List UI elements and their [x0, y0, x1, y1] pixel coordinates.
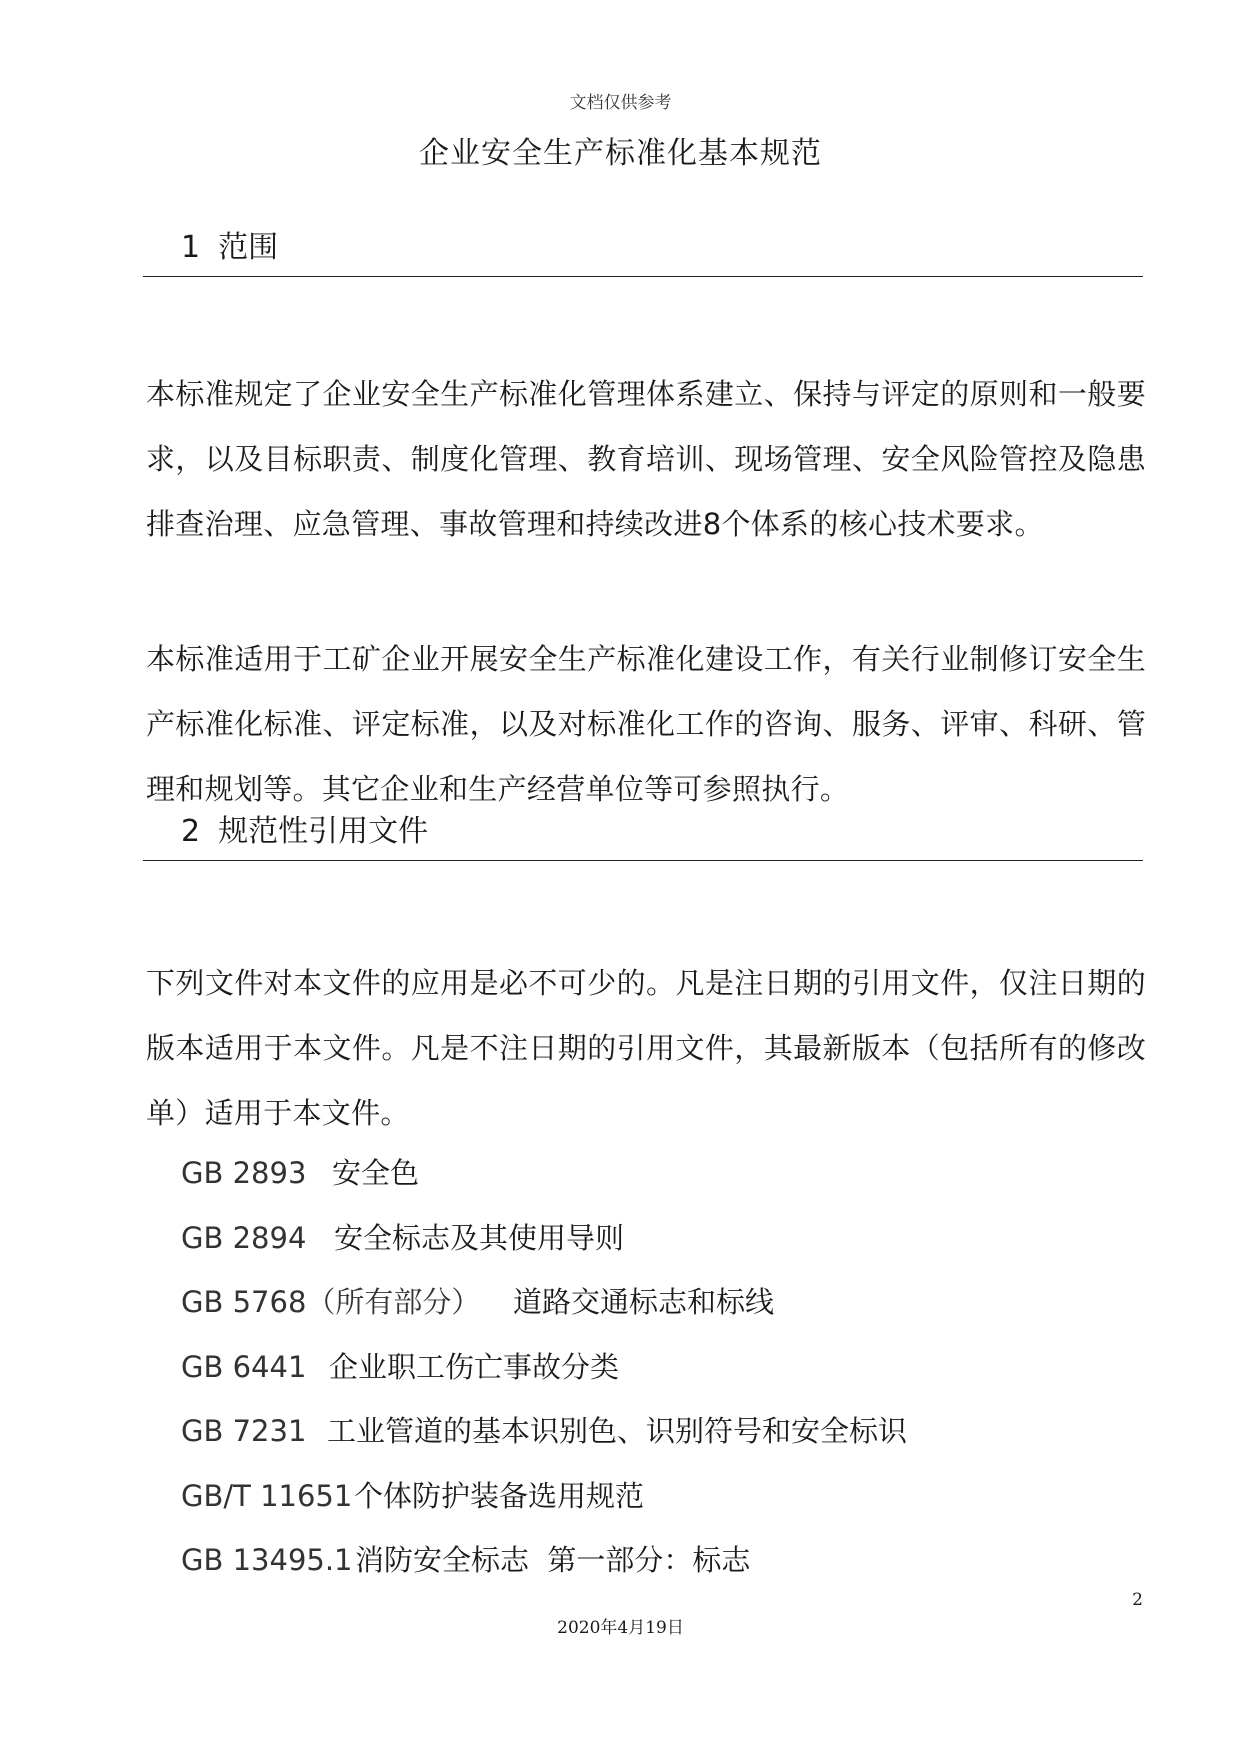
reference-item [181, 1335, 907, 1400]
reference-code: GB/T 11651 [181, 1478, 353, 1513]
document-title: 企业安全生产标准化基本规范 [419, 136, 822, 171]
reference-title: 安全色 [332, 1156, 420, 1190]
section-2-paragraph-1: 下列文件对本文件的应用是必不可少的。凡是注日期的引用文件，仅注日期的版本适用于本文件。凡是不注日期的引用文件，其最新版本（包括所有的修改单）适用于本文件。 [146, 966, 1146, 1130]
reference-code: GB 13495.1 [181, 1543, 353, 1577]
reference-title: 工业管道的基本识别色、识别符号和安全标识 [327, 1414, 908, 1448]
reference-item [181, 1141, 907, 1206]
section-title: 规范性引用文件 [218, 814, 429, 849]
reference-item [181, 1464, 907, 1529]
reference-title: 企业职工伤亡事故分类 [329, 1349, 620, 1384]
section-number: 1 [181, 230, 201, 265]
footer-date: 2020年4月19日 [557, 1618, 684, 1638]
reference-title: 安全标志及其使用导则 [334, 1220, 625, 1255]
page-number: 2 [1132, 1590, 1143, 1610]
section-2-heading [143, 806, 1143, 861]
section-1-heading [143, 222, 1143, 277]
reference-code: GB 2893 [181, 1156, 307, 1190]
reference-title: 个体防护装备选用规范 [354, 1478, 645, 1513]
reference-code: GB 7231 [181, 1414, 307, 1448]
section-1-paragraph-1: 本标准规定了企业安全生产标准化管理体系建立、保持与评定的原则和一般要求，以及目标职责、制度化管理、教育培训、现场管理、安全风险管控及隐患排查治理、应急管理、事故管理和持续改进8个体系的核心技术要求。 [146, 377, 1146, 541]
reference-code: GB 5768（所有部分） [181, 1285, 481, 1319]
section-1-paragraph-2: 本标准适用于工矿企业开展安全生产标准化建设工作，有关行业制修订安全生产标准化标准、评定标准，以及对标准化工作的咨询、服务、评审、科研、管理和规划等。其它企业和生产经营单位等可参照执行。 [146, 642, 1146, 806]
section-title: 范围 [218, 230, 279, 265]
reference-title: 消防安全标志 第一部分：标志 [355, 1543, 751, 1577]
reference-item [181, 1206, 907, 1271]
header-note: 文档仅供参考 [569, 93, 672, 113]
reference-list [181, 1141, 907, 1593]
reference-code: GB 6441 [181, 1349, 307, 1384]
reference-item [181, 1399, 907, 1464]
reference-item [181, 1270, 907, 1335]
reference-title: 道路交通标志和标线 [513, 1285, 775, 1319]
reference-item [181, 1528, 907, 1593]
reference-code: GB 2894 [181, 1220, 307, 1255]
section-number: 2 [181, 814, 201, 849]
